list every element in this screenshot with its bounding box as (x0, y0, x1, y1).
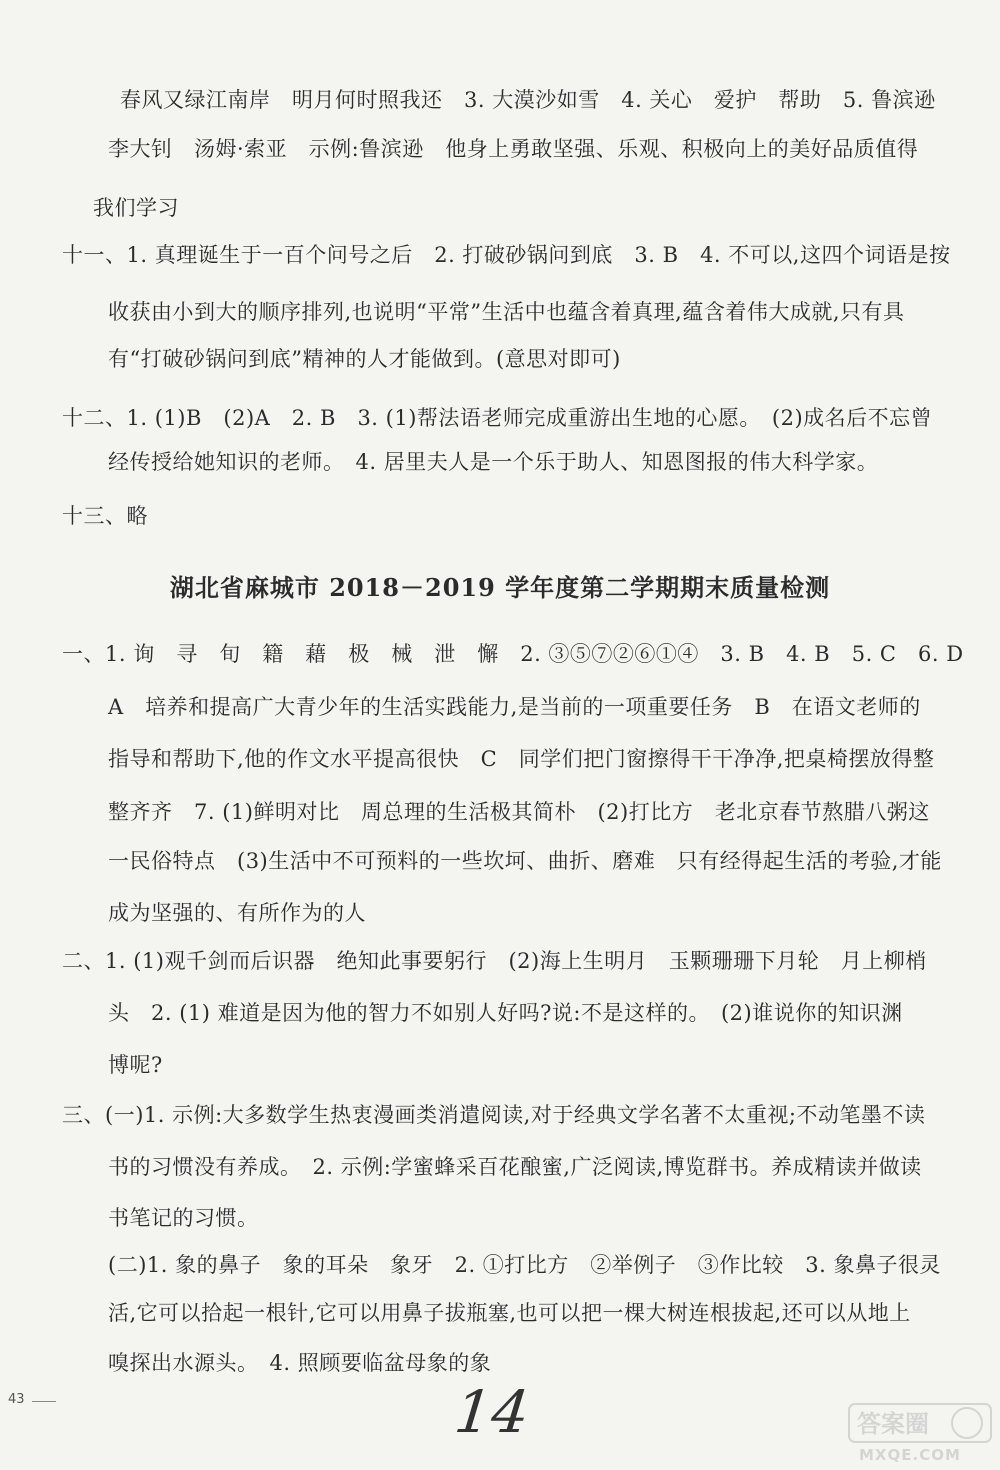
answer-line: 三、(一)1. 示例:大多数学生热衷漫画类消遣阅读,对于经典文学名著不太重视;不动笔墨不读 (62, 1103, 926, 1127)
section-title: 湖北省麻城市 2018－2019 学年度第二学期期末质量检测 (169, 573, 831, 602)
answer-line: A 培养和提高广大青少年的生活实践能力,是当前的一项重要任务 B 在语文老师的 (108, 695, 921, 719)
answer-line: 十一、1. 真理诞生于一百个问号之后 2. 打破砂锅问到底 3. B 4. 不可以,这四个词语是按 (62, 243, 951, 267)
answer-line: 有“打破砂锅问到底”精神的人才能做到。(意思对即可) (108, 347, 621, 371)
page-number-rule (32, 1401, 56, 1402)
answer-line: 二、1. (1)观千剑而后识器 绝知此事要躬行 (2)海上生明月 玉颗珊珊下月轮 月上柳梢 (62, 949, 927, 973)
answer-line: 一民俗特点 (3)生活中不可预料的一些坎坷、曲折、磨难 只有经得起生活的考验,才能 (108, 849, 942, 873)
answer-line: (二)1. 象的鼻子 象的耳朵 象牙 2. ①打比方 ②举例子 ③作比较 3. 象鼻子很灵 (108, 1253, 942, 1277)
svg-text:答案圈: 答案圈 (857, 1410, 929, 1438)
answer-line: 书的习惯没有养成。 2. 示例:学蜜蜂采百花酿蜜,广泛阅读,博览群书。养成精读并做读 (108, 1155, 922, 1179)
answer-line: 成为坚强的、有所作为的人 (108, 901, 366, 925)
answer-line: 春风又绿江南岸 明月何时照我还 3. 大漠沙如雪 4. 关心 爱护 帮助 5. 鲁滨逊 (120, 88, 936, 112)
answer-line: 活,它可以拾起一根针,它可以用鼻子拔瓶塞,也可以把一棵大树连根拔起,还可以从地上 (108, 1301, 911, 1325)
watermark-logo-icon (845, 1400, 995, 1466)
answer-line: 头 2. (1) 难道是因为他的智力不如别人好吗?说:不是这样的。 (2)谁说你的知识渊 (108, 1001, 903, 1025)
answer-line: 经传授给她知识的老师。 4. 居里夫人是一个乐于助人、知恩图报的伟大科学家。 (108, 450, 879, 474)
svg-text:MXQE.COM: MXQE.COM (859, 1446, 961, 1464)
answer-line: 嗅探出水源头。 4. 照顾要临盆母象的象 (108, 1351, 492, 1375)
answer-line: 博呢? (108, 1053, 163, 1077)
handwritten-note: 14 (451, 1378, 533, 1446)
answer-line: 十二、1. (1)B (2)A 2. B 3. (1)帮法语老师完成重游出生地的心愿。 (2)成名后不忘曾 (62, 406, 933, 430)
page-number: 43 (8, 1392, 25, 1407)
answer-line: 一、1. 询 寻 旬 籍 藉 极 械 泄 懈 2. ③⑤⑦②⑥①④ 3. B 4. B 5. C 6. D (62, 642, 964, 666)
answer-line: 十三、略 (62, 504, 148, 528)
answer-line: 我们学习 (93, 196, 179, 220)
answer-line: 指导和帮助下,他的作文水平提高很快 C 同学们把门窗擦得干干净净,把桌椅摆放得整 (108, 747, 935, 771)
answer-line: 书笔记的习惯。 (108, 1206, 259, 1230)
answer-line: 收获由小到大的顺序排列,也说明“平常”生活中也蕴含着真理,蕴含着伟大成就,只有具 (108, 300, 905, 324)
watermark-logo (845, 1400, 995, 1466)
answer-line: 李大钊 汤姆·索亚 示例:鲁滨逊 他身上勇敢坚强、乐观、积极向上的美好品质值得 (108, 137, 919, 161)
answer-line: 整齐齐 7. (1)鲜明对比 周总理的生活极其简朴 (2)打比方 老北京春节熬腊八粥这 (108, 800, 930, 824)
